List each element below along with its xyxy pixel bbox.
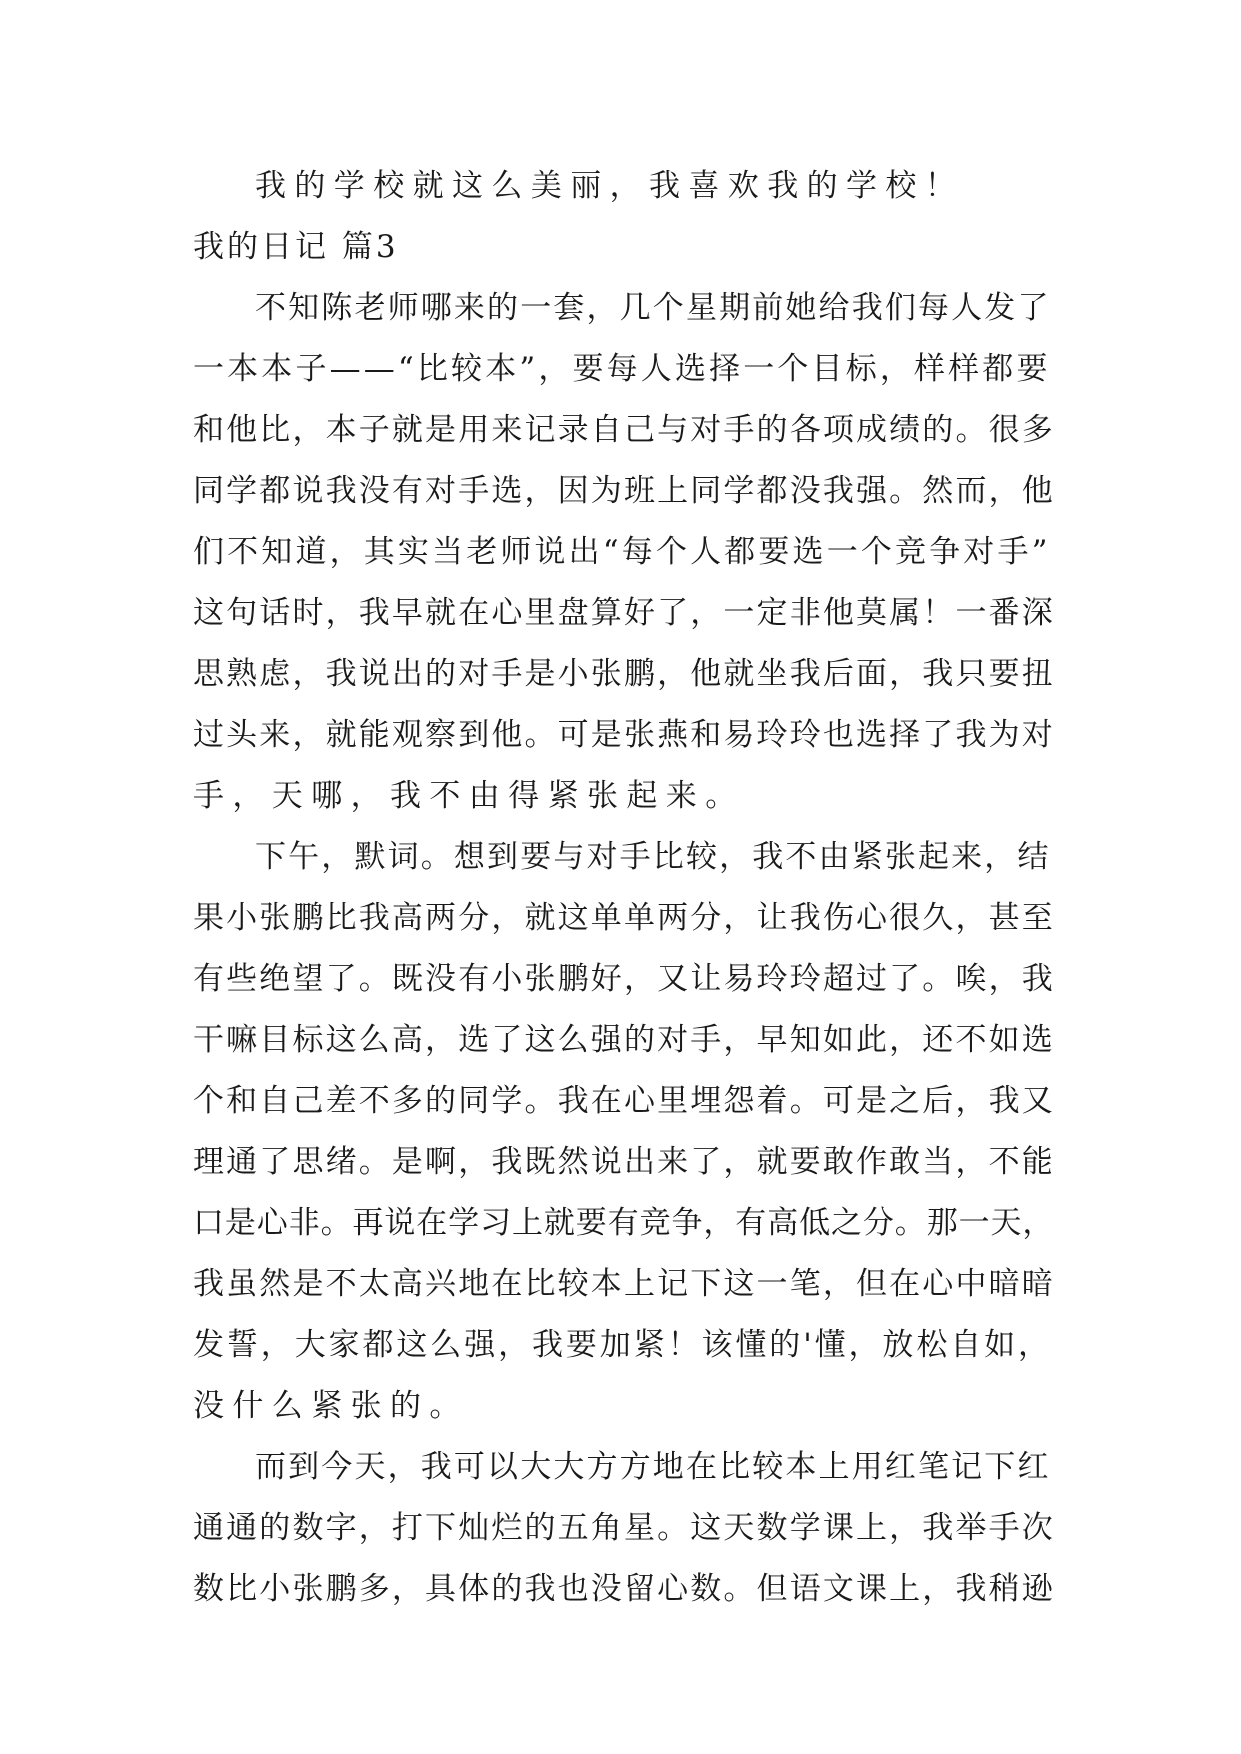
paragraph-line: 下午，默词。想到要与对手比较，我不由紧张起来，结 xyxy=(255,839,1051,875)
paragraph-line: 一本本子——“比较本”，要每人选择一个目标，样样都要 xyxy=(193,351,1051,387)
paragraph-line: 这句话时，我早就在心里盘算好了，一定非他莫属！一番深 xyxy=(193,595,1055,631)
paragraph-line: 们不知道，其实当老师说出“每个人都要选一个竞争对手” xyxy=(193,534,1051,570)
paragraph-line: 个和自己差不多的同学。我在心里埋怨着。可是之后，我又 xyxy=(193,1083,1055,1119)
paragraph-2 xyxy=(193,827,1055,1437)
paragraph-line: 果小张鹏比我高两分，就这单单两分，让我伤心很久，甚至 xyxy=(193,900,1055,936)
paragraph-1 xyxy=(193,278,1055,827)
paragraph-line: 我虽然是不太高兴地在比较本上记下这一笔，但在心中暗暗 xyxy=(193,1266,1055,1302)
paragraph-line: 不知陈老师哪来的一套，几个星期前她给我们每人发了 xyxy=(255,290,1051,326)
paragraph-line: 没什么紧张的。 xyxy=(193,1388,469,1424)
paragraph-line: 而到今天，我可以大大方方地在比较本上用红笔记下红 xyxy=(255,1449,1051,1485)
section-title: 我的日记 篇3 xyxy=(193,229,399,265)
paragraph-line: 思熟虑，我说出的对手是小张鹏，他就坐我后面，我只要扭 xyxy=(193,656,1055,692)
paragraph-line: 口是心非。再说在学习上就要有竞争，有高低之分。那一天， xyxy=(193,1205,1055,1241)
paragraph-line: 理通了思绪。是啊，我既然说出来了，就要敢作敢当，不能 xyxy=(193,1144,1055,1180)
paragraph-line: 数比小张鹏多，具体的我也没留心数。但语文课上，我稍逊 xyxy=(193,1571,1055,1607)
paragraph-line: 干嘛目标这么高，选了这么强的对手，早知如此，还不如选 xyxy=(193,1022,1055,1058)
closing-sentence: 我的学校就这么美丽，我喜欢我的学校！ xyxy=(255,168,965,204)
paragraph-line: 和他比，本子就是用来记录自己与对手的各项成绩的。很多 xyxy=(193,412,1055,448)
paragraph-line: 有些绝望了。既没有小张鹏好，又让易玲玲超过了。唉，我 xyxy=(193,961,1055,997)
paragraph-line: 过头来，就能观察到他。可是张燕和易玲玲也选择了我为对 xyxy=(193,717,1055,753)
paragraph-line: 通通的数字，打下灿烂的五角星。这天数学课上，我举手次 xyxy=(193,1510,1055,1546)
document-body xyxy=(193,156,1055,1620)
paragraph-line: 手，天哪，我不由得紧张起来。 xyxy=(193,778,745,814)
paragraph-3 xyxy=(193,1437,1055,1620)
paragraph-line: 同学都说我没有对手选，因为班上同学都没我强。然而，他 xyxy=(193,473,1055,509)
paragraph-line: 发誓，大家都这么强，我要加紧！该懂的'懂，放松自如， xyxy=(193,1327,1052,1363)
